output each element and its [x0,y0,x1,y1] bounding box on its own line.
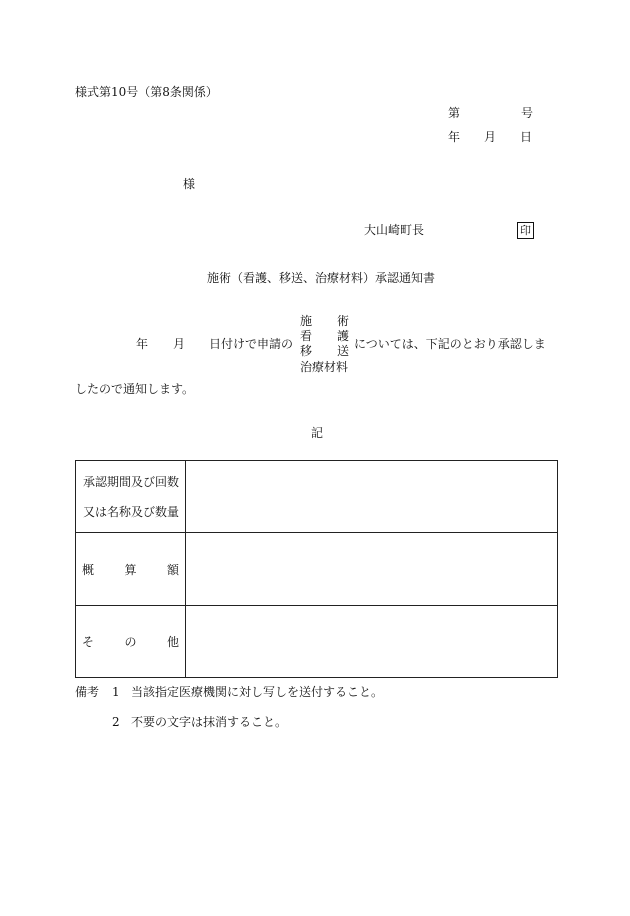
document-title: 施術（看護、移送、治療材料）承認通知書 [207,271,436,285]
body-dated-application: 日付けで申請の [209,337,294,351]
table-row [76,461,558,533]
label-other-c3: 他 [166,635,179,649]
body-line2: したので通知します。 [75,382,195,396]
date-year: 年 [448,130,461,144]
label-cell-estimate [76,533,186,606]
body-month: 月 [173,337,186,351]
value-cell-estimate [186,533,558,606]
note-2-text: 不要の文字は抹消すること。 [131,715,288,729]
label-estimate-c3: 額 [166,562,179,577]
stack-3b: 送 [337,344,350,358]
stack-1a: 施 [300,314,313,328]
stack-1b: 術 [337,314,350,328]
note-1-number: 1 [112,685,120,699]
issuer-name: 大山崎町長 [364,223,425,237]
ki-heading: 記 [311,426,324,440]
label-other-c1: そ [82,635,95,649]
seal-mark: 印 [517,222,534,239]
addressee-honorific: 様 [183,177,196,191]
note-2-number: 2 [112,715,120,729]
doc-number-prefix: 第 [448,106,461,120]
approval-table [75,460,558,678]
stack-3a: 移 [300,344,313,358]
form-number: 様式第10号（第8条関係） [75,85,218,99]
label-estimate-c2: 算 [124,562,137,577]
notes-label: 備考 [75,685,100,699]
label-cell-other [76,606,186,678]
stack-2b: 護 [337,329,350,343]
note-1-text: 当該指定医療機関に対し写しを送付すること。 [131,685,384,699]
body-continuation: については、下記のとおり承認しま [354,337,546,351]
stack-2a: 看 [300,329,313,343]
body-year: 年 [136,337,149,351]
label-period-line1: 承認期間及び回数 [83,474,180,489]
value-cell-other [186,606,558,678]
label-other-c2: の [124,635,137,649]
value-cell-period [186,461,558,533]
date-month: 月 [484,130,497,144]
table-row [76,533,558,606]
table-row [76,606,558,678]
label-estimate-c1: 概 [82,562,95,577]
stack-4: 治療材料 [300,360,349,374]
label-cell-period [76,461,186,533]
label-period-line2: 又は名称及び数量 [83,504,180,519]
doc-number-suffix: 号 [521,106,534,120]
date-day: 日 [520,130,533,144]
